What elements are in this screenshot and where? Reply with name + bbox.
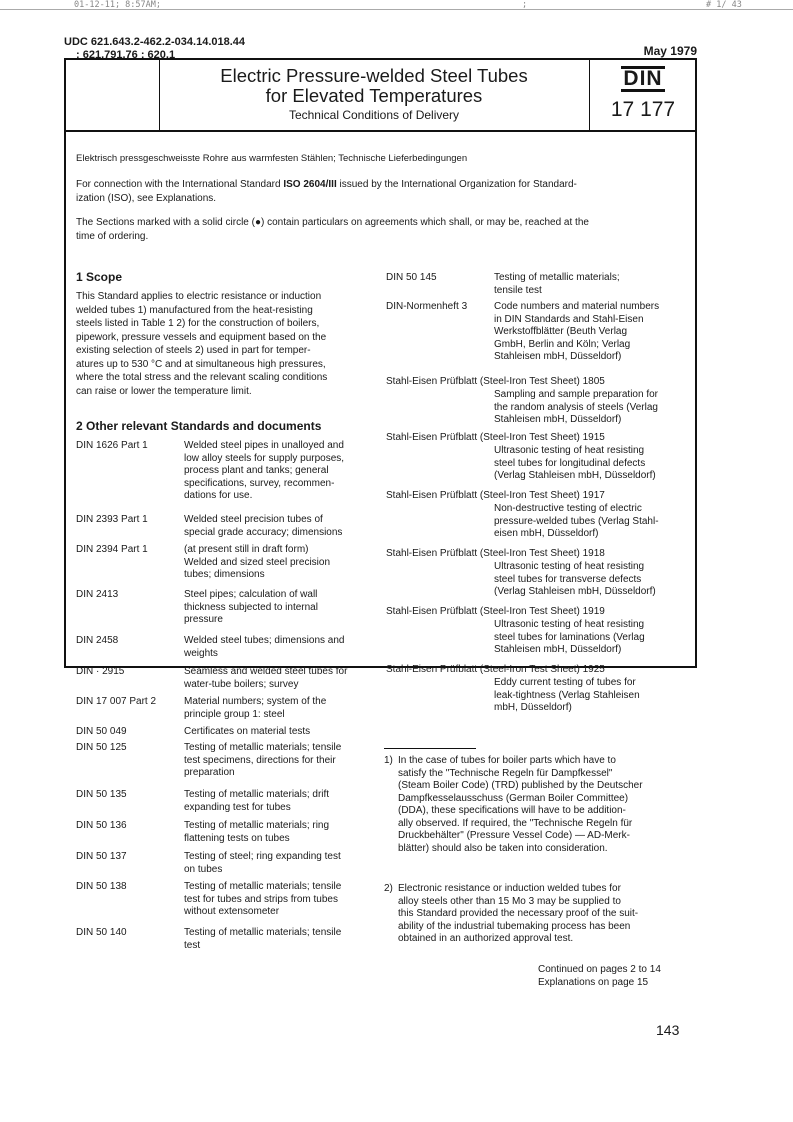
scope-line: can raise or lower the temperature limit. [76,385,252,397]
circle-note-line-1: The Sections marked with a solid circle (●) contain particulars on agreements which shall, or may be, reached at the [76,217,589,228]
scope-line: existing selection of steels 2) used in part for temper- [76,345,311,356]
footnote-line: ally observed. If required, the "Technische Regeln für [398,817,633,829]
left-reference-list-continued [76,881,376,971]
reference-desc [184,726,374,739]
other-standards-heading: 2 Other relevant Standards and documents [76,419,322,433]
scope-line: where the total stress and the relevant scaling conditions [76,372,328,383]
desc-line: Testing of metallic materials; ring [184,820,330,831]
desc-line: test [184,939,201,951]
footnote-line: Druckbehälter" (Pressure Vessel Code) — AD-Merk- [398,830,630,841]
reference-code: DIN 50 135 [76,789,127,800]
scope-line: This Standard applies to electric resistance or induction [76,291,322,302]
document-title [159,66,589,106]
reference-code: DIN 50 145 [386,272,437,283]
footnote-text [398,755,689,855]
footnote-rule [384,748,476,749]
desc-line: Eddy current testing of tubes for [494,677,636,688]
reference-desc [494,503,686,541]
desc-line: Ultrasonic testing of heat resisting [494,561,645,572]
desc-line: GmbH, Berlin and Köln; Verlag [494,338,631,350]
reference-code: DIN 50 137 [76,851,127,862]
desc-line: tensile test [494,284,542,296]
desc-line: on tubes [184,863,223,875]
circle-marker-note [76,216,686,244]
desc-line: eisen mbH, Düsseldorf) [494,528,599,539]
desc-line: Welded steel pipes in unalloyed and [184,440,344,451]
desc-line: mbH, Düsseldorf) [494,702,572,713]
continued-note [538,964,688,989]
footnote-line: Electronic resistance or induction welded tubes for [398,883,621,894]
footnote-line: this Standard provided the necessary proof of the suit- [398,908,639,919]
continued-line-1: Continued on pages 2 to 14 [538,964,661,975]
desc-line: Non-destructive testing of electric [494,503,642,514]
scope-text [76,290,376,398]
desc-line: (Verlag Stahleisen mbH, Düsseldorf) [494,470,656,481]
reference-code: Stahl-Eisen Prüfblatt (Steel-Iron Test Sheet) 1918 [386,548,605,559]
right-reference-list [386,272,686,732]
desc-line: Sampling and sample preparation for [494,389,658,400]
publication-date: May 1979 [643,44,697,58]
reference-code: DIN-Normenheft 3 [386,301,468,312]
reference-code: DIN 2413 [76,589,119,600]
desc-line: without extensometer [184,906,280,917]
iso-note-part-a: For connection with the International Standard [76,179,284,190]
desc-line: Welded steel tubes; dimensions and [184,635,345,646]
reference-code: Stahl-Eisen Prüfblatt (Steel-Iron Test Sheet) 1919 [386,606,605,617]
footnote-text [398,883,689,946]
desc-line: tubes; dimensions [184,569,265,580]
reference-desc [184,696,374,721]
reference-desc [184,589,374,627]
reference-code: DIN 50 140 [76,927,127,938]
desc-line: Steel pipes; calculation of wall [184,589,318,600]
desc-line: dations for use. [184,490,253,501]
fax-header-rule [0,9,793,10]
fax-header-mid: ; [522,0,528,10]
desc-line: principle group 1: steel [184,708,285,720]
iso-connection-note [76,178,686,206]
desc-line: (Verlag Stahleisen mbH, Düsseldorf) [494,586,656,597]
reference-code: DIN 2394 Part 1 [76,544,148,555]
desc-line: Testing of metallic materials; tensile [184,742,342,753]
desc-line: test for tubes and strips from tubes [184,893,338,905]
reference-desc [184,881,374,919]
reference-desc [184,820,374,845]
desc-line: Testing of metallic materials; tensile [184,927,342,938]
iso-note-part-c: ization (ISO), see Explanations. [76,193,217,204]
desc-line: (at present still in draft form) [184,544,309,555]
reference-code: Stahl-Eisen Prüfblatt (Steel-Iron Test Sheet) 1917 [386,490,605,501]
reference-code: Stahl-Eisen Prüfblatt (Steel-Iron Test Sheet) 1915 [386,432,605,443]
scope-heading: 1 Scope [76,270,123,284]
desc-line: Certificates on material tests [184,726,311,737]
reference-desc [184,544,374,582]
desc-line: Stahleisen mbH, Düsseldorf) [494,414,622,425]
desc-line: Testing of metallic materials; drift [184,789,330,800]
scope-line: pipework, pressure vessels and equipment based on the [76,331,327,343]
footnote-line: blätter) should also be taken into consideration. [398,842,608,854]
reference-desc [494,389,686,427]
reference-desc [494,561,686,599]
reference-desc [184,440,374,503]
german-title: Elektrisch pressgeschweisste Rohre aus warmfesten Stählen; Technische Lieferbedingungen [76,153,468,164]
desc-line: Seamless and welded steel tubes for [184,666,348,677]
reference-code: DIN 2393 Part 1 [76,514,148,525]
title-box [64,58,697,132]
footnote-line: Dampfkesselausschuss (German Boiler Committee) [398,792,629,804]
scope-line: welded tubes 1) manufactured from the heat-resisting [76,304,313,316]
din-standard-number: 17 177 [610,98,676,121]
desc-line: pressure [184,614,223,625]
desc-line: Testing of metallic materials; [494,272,620,283]
desc-line: Ultrasonic testing of heat resisting [494,445,645,456]
reference-code: DIN 50 136 [76,820,127,831]
footnote-line: (DDA), these specifications will have to be addition- [398,805,626,816]
desc-line: Stahleisen mbH, Düsseldorf) [494,351,622,362]
desc-line: process plant and tanks; general [184,465,329,476]
reference-desc [184,927,374,952]
footnote-line: (Steam Boiler Code) (TRD) published by the Deutscher [398,780,643,791]
desc-line: Testing of metallic materials; tensile [184,881,342,892]
desc-line: leak-tightness (Verlag Stahleisen [494,689,640,701]
desc-line: flattening tests on tubes [184,832,290,844]
scope-line: steels listed in Table 1 2) for the construction of boilers, [76,318,320,329]
reference-desc [184,666,374,691]
din-logo [589,66,697,122]
desc-line: specifications, survey, recommen- [184,477,335,489]
scope-line: atures up to 530 °C and at simultaneous high pressures, [76,358,326,370]
desc-line: weights [184,647,218,659]
reference-desc [494,272,684,297]
title-line-2: for Elevated Temperatures [265,85,483,106]
reference-code: Stahl-Eisen Prüfblatt (Steel-Iron Test Sheet) 1805 [386,376,605,387]
desc-line: Welded steel precision tubes of [184,514,323,525]
reference-code: DIN 17 007 Part 2 [76,696,157,707]
reference-code: DIN 2458 [76,635,119,646]
footnote-mark: 1) [384,755,393,766]
reference-desc [184,514,374,539]
desc-line: preparation [184,767,235,778]
circle-note-line-2: time of ordering. [76,231,149,242]
iso-note-part-b: issued by the International Organization for Standard- [336,179,577,190]
fax-header [0,0,793,12]
footnote-line: ability of the industrial tubemaking process has been [398,920,631,932]
desc-line: Stahleisen mbH, Düsseldorf) [494,644,622,655]
desc-line: Ultrasonic testing of heat resisting [494,619,645,630]
reference-code: DIN 1626 Part 1 [76,440,148,451]
fax-header-left: 01-12-11; 8:57AM; [74,0,161,10]
title-line-1: Electric Pressure-welded Steel Tubes [220,65,528,86]
udc-line-2: : 621.791.76 : 620.1 [76,49,176,61]
desc-line: Material numbers; system of the [184,696,327,707]
reference-desc [184,742,374,780]
desc-line: the random analysis of steels (Verlag [494,401,658,413]
footnote-line: alloy steels other than 15 Mo 3 may be supplied to [398,895,621,907]
desc-line: special grade accuracy; dimensions [184,526,343,538]
footnote-line: satisfy the "Technische Regeln für Dampfkessel" [398,767,613,779]
iso-standard-ref: ISO 2604/III [283,179,337,190]
footnote-1 [384,755,689,855]
reference-desc [184,635,374,660]
desc-line: steel tubes for longitudinal defects [494,457,646,469]
reference-code: DIN 50 049 [76,726,127,737]
footnote-line: In the case of tubes for boiler parts which have to [398,755,616,766]
desc-line: water-tube boilers; survey [184,678,299,690]
desc-line: Welded and sized steel precision [184,556,331,568]
fax-header-right: # 1/ 43 [706,0,742,10]
desc-line: Testing of steel; ring expanding test [184,851,341,862]
reference-desc [494,677,686,715]
reference-desc [494,619,686,657]
udc-line-1: UDC 621.643.2-462.2-034.14.018.44 [64,36,246,48]
desc-line: Code numbers and material numbers [494,301,660,312]
continued-line-2: Explanations on page 15 [538,976,649,988]
document-subtitle: Technical Conditions of Delivery [288,108,460,122]
reference-desc [494,301,686,364]
din-logo-text: DIN [623,67,663,90]
desc-line: expanding test for tubes [184,801,291,813]
reference-desc [494,445,686,483]
desc-line: pressure-welded tubes (Verlag Stahl- [494,515,659,527]
reference-code: Stahl-Eisen Prüfblatt (Steel-Iron Test Sheet) 1925 [386,664,605,675]
footnote-2 [384,883,689,946]
desc-line: Werkstoffblätter (Beuth Verlag [494,326,628,337]
desc-line: in DIN Standards and Stahl-Eisen [494,313,644,325]
page-number: 143 [656,1022,680,1038]
reference-code: DIN 50 138 [76,881,127,892]
footnote-mark: 2) [384,883,393,894]
reference-desc [184,789,374,814]
reference-code: DIN · 2915 [76,666,125,677]
desc-line: low alloy steels for supply purposes, [184,452,345,464]
desc-line: steel tubes for transverse defects [494,573,642,585]
reference-desc [184,851,374,876]
desc-line: steel tubes for laminations (Verlag [494,631,645,643]
desc-line: test specimens, directions for their [184,754,336,766]
desc-line: thickness subjected to internal [184,601,318,613]
reference-code: DIN 50 125 [76,742,127,753]
footnote-line: obtained in an authorized approval test. [398,933,574,944]
left-reference-list [76,440,376,900]
